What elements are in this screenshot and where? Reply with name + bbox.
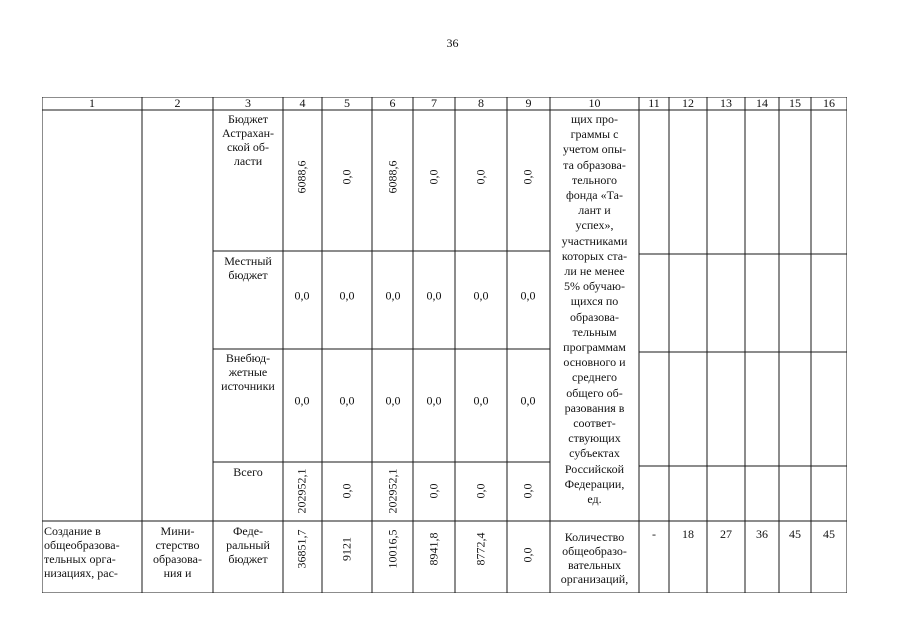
indicator-line: участниками bbox=[561, 233, 628, 248]
source-line: жетные bbox=[228, 365, 268, 379]
value-r4-c4: 202952,1 bbox=[294, 468, 309, 514]
activity-line: Создание в bbox=[44, 524, 101, 538]
target-c14: 36 bbox=[756, 527, 768, 541]
executor-line: образова- bbox=[153, 552, 202, 566]
indicator-name-next bbox=[550, 530, 639, 586]
source-line: Внебюд- bbox=[225, 351, 271, 365]
value-r5-c8: 8772,4 bbox=[473, 532, 488, 566]
source-line: Астрахан- bbox=[222, 126, 274, 140]
value-r4-c7: 0,0 bbox=[426, 483, 441, 499]
table-grid bbox=[42, 97, 847, 593]
value-r5-c6: 10016,5 bbox=[385, 529, 400, 569]
value-r4-c5: 0,0 bbox=[339, 483, 354, 499]
value-r5-c7: 8941,8 bbox=[426, 532, 441, 566]
indicator-line: лант и bbox=[578, 203, 611, 218]
header-col-8: 8 bbox=[478, 96, 484, 110]
indicator-line: Российской bbox=[564, 461, 625, 476]
activity-line: низациях, рас- bbox=[44, 566, 118, 580]
indicator-line: которых ста- bbox=[561, 248, 628, 263]
value-r5-c9: 0,0 bbox=[520, 547, 535, 563]
target-c12: 18 bbox=[682, 527, 694, 541]
value-r4-c6: 202952,1 bbox=[385, 468, 400, 514]
executor-line: Мини- bbox=[160, 524, 195, 538]
responsible-executor bbox=[142, 524, 213, 580]
value-r2-c7: 0,0 bbox=[426, 288, 442, 303]
indicator-line: образова- bbox=[570, 309, 619, 324]
header-col-10: 10 bbox=[588, 96, 601, 110]
indicator-line: ствующих bbox=[568, 431, 621, 446]
activity-name bbox=[44, 524, 142, 580]
value-r1-c8: 0,0 bbox=[473, 169, 488, 185]
indicator-line: соответ- bbox=[573, 416, 616, 431]
value-r1-c9: 0,0 bbox=[520, 169, 535, 185]
target-c16: 45 bbox=[823, 527, 835, 541]
source-line: ской об- bbox=[226, 140, 270, 154]
header-col-4: 4 bbox=[299, 96, 306, 110]
target-c13: 27 bbox=[720, 527, 732, 541]
indicator-line: общего об- bbox=[566, 385, 623, 400]
value-r2-c4: 0,0 bbox=[294, 288, 310, 303]
indicator-line: общеобразо- bbox=[562, 544, 627, 558]
source-cell-local bbox=[213, 254, 283, 282]
header-col-7: 7 bbox=[431, 96, 437, 110]
source-cell-total bbox=[213, 465, 283, 479]
value-r3-c9: 0,0 bbox=[520, 393, 536, 408]
indicator-line: Количество bbox=[564, 530, 625, 544]
source-line: бюджет bbox=[228, 552, 268, 566]
indicator-line: вательных bbox=[567, 558, 622, 572]
source-line: ласти bbox=[233, 154, 263, 168]
value-r1-c5: 0,0 bbox=[339, 169, 354, 185]
indicator-line: организаций, bbox=[560, 572, 629, 586]
header-col-6: 6 bbox=[389, 96, 396, 110]
indicator-line: Федерации, bbox=[564, 476, 625, 491]
value-r3-c7: 0,0 bbox=[426, 393, 442, 408]
value-r1-c7: 0,0 bbox=[426, 169, 441, 185]
indicator-line: ед. bbox=[587, 492, 602, 507]
target-c15: 45 bbox=[789, 527, 801, 541]
activity-line: тельных орга- bbox=[44, 552, 116, 566]
indicator-line: разования в bbox=[564, 400, 625, 415]
indicator-line: тельного bbox=[571, 172, 618, 187]
value-r3-c6: 0,0 bbox=[385, 393, 401, 408]
value-r5-c5: 9121 bbox=[339, 537, 354, 561]
header-col-2: 2 bbox=[174, 96, 181, 110]
page-number: 36 bbox=[446, 36, 459, 50]
header-col-1: 1 bbox=[89, 96, 95, 110]
indicator-line: граммы с bbox=[570, 127, 619, 142]
indicator-line: успех», bbox=[575, 218, 614, 233]
indicator-line: субъектах bbox=[569, 446, 620, 461]
header-col-15: 15 bbox=[789, 96, 801, 110]
executor-line: стерство bbox=[155, 538, 200, 552]
indicator-description bbox=[550, 112, 639, 507]
indicator-line: учетом опы- bbox=[562, 142, 627, 157]
indicator-line: щих про- bbox=[570, 112, 619, 126]
source-line: Местный bbox=[224, 254, 272, 268]
value-r2-c5: 0,0 bbox=[339, 288, 355, 303]
indicator-line: среднего bbox=[572, 370, 617, 385]
source-line: Феде- bbox=[232, 524, 264, 538]
value-r1-c4: 6088,6 bbox=[294, 160, 309, 194]
indicator-line: фонда «Та- bbox=[566, 188, 623, 203]
header-col-16: 16 bbox=[823, 96, 835, 110]
indicator-line: 5% обучаю- bbox=[564, 279, 625, 294]
target-c11: - bbox=[652, 527, 656, 541]
indicator-line: тельным bbox=[572, 324, 617, 339]
indicator-line: та образова- bbox=[563, 157, 626, 172]
executor-line: ния и bbox=[163, 566, 192, 580]
source-cell-regional bbox=[213, 112, 283, 168]
header-col-3: 3 bbox=[245, 96, 251, 110]
header-col-5: 5 bbox=[344, 96, 350, 110]
source-line: источники bbox=[221, 379, 275, 393]
source-cell-federal bbox=[213, 524, 283, 566]
indicator-line: ли не менее bbox=[564, 264, 625, 279]
activity-line: общеобразова- bbox=[44, 538, 120, 552]
header-col-12: 12 bbox=[682, 96, 694, 110]
header-col-14: 14 bbox=[756, 96, 768, 110]
value-r2-c8: 0,0 bbox=[473, 288, 489, 303]
source-line: Всего bbox=[233, 465, 263, 479]
value-r5-c4: 36851,7 bbox=[294, 529, 309, 569]
header-col-13: 13 bbox=[720, 96, 732, 110]
value-r4-c9: 0,0 bbox=[520, 483, 535, 499]
value-r2-c9: 0,0 bbox=[520, 288, 536, 303]
header-col-9: 9 bbox=[525, 96, 532, 110]
indicator-line: щихся по bbox=[570, 294, 619, 309]
program-table bbox=[42, 97, 847, 593]
value-r3-c4: 0,0 bbox=[294, 393, 310, 408]
indicator-line: основного и bbox=[563, 355, 626, 370]
source-line: ральный bbox=[226, 538, 270, 552]
value-r4-c8: 0,0 bbox=[473, 483, 488, 499]
source-line: бюджет bbox=[228, 268, 268, 282]
indicator-line: программам bbox=[563, 340, 626, 355]
value-r3-c8: 0,0 bbox=[473, 393, 489, 408]
value-r2-c6: 0,0 bbox=[385, 288, 401, 303]
source-line: Бюджет bbox=[227, 112, 269, 126]
header-col-11: 11 bbox=[648, 96, 660, 110]
source-cell-extrabudget bbox=[213, 351, 283, 393]
value-r1-c6: 6088,6 bbox=[385, 160, 400, 194]
value-r3-c5: 0,0 bbox=[339, 393, 355, 408]
